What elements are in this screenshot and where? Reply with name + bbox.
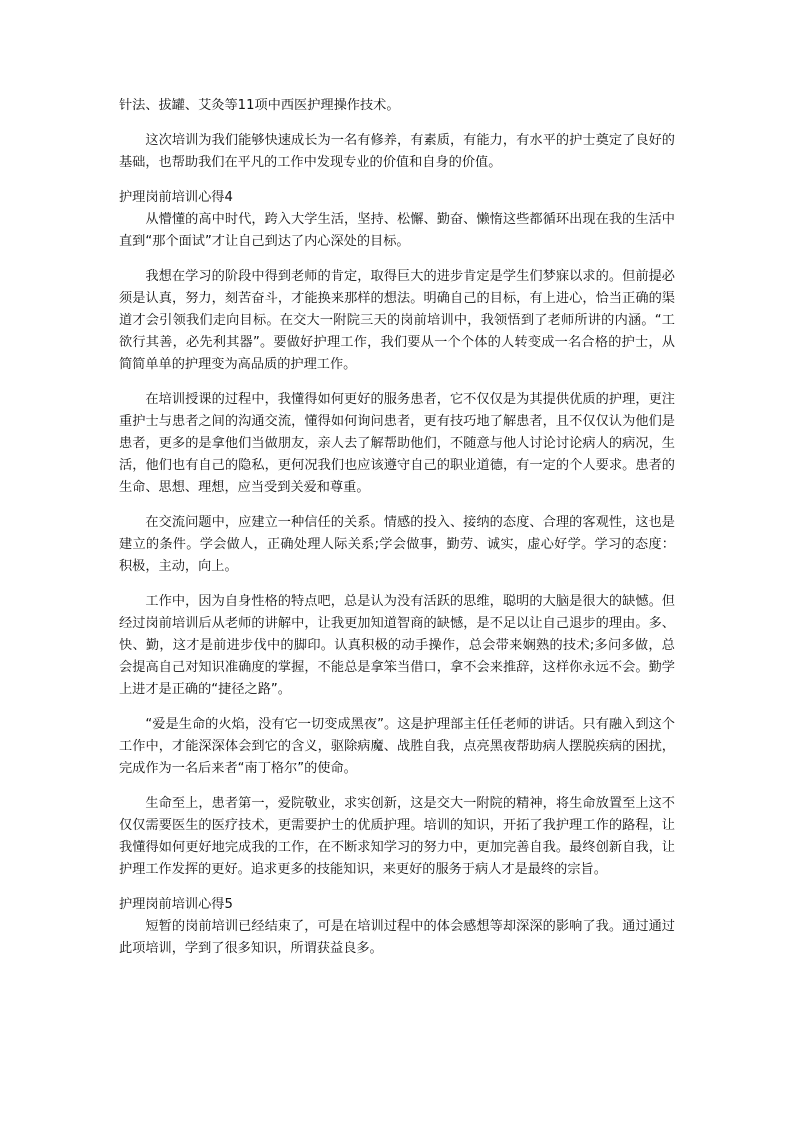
section-heading-4: 护理岗前培训心得4 [119,190,233,205]
paragraph-high-school: 从懵懂的高中时代，跨入大学生活，坚持、松懈、勤奋、懒惰这些都循环出现在我的生活中直到“那个面试”才让自己到达了内心深处的目标。 [119,212,675,249]
paragraph-life-first: 生命至上，患者第一，爱院敬业，求实创新，这是交大一附院的精神，将生命放置至上这不仅仅需要医生的医疗技术，更需要护士的优质护理。培训的知识，开拓了我护理工作的路程，让我懂得如何更好地完成我的工作，在不断求知学习的努力中，更加完善自我。最终创新自我，让护理工作发挥的更好。追求更多的技能知识，来更好的服务于病人才是最终的宗旨。 [119,796,675,877]
paragraph-serving-patients: 在培训授课的过程中，我懂得如何更好的服务患者，它不仅仅是为其提供优质的护理，更注重护士与患者之间的沟通交流，懂得如何询问患者，更有技巧地了解患者，且不仅仅认为他们是患者，更多的是拿他们当做朋友，亲人去了解帮助他们，不随意与他人讨论讨论病人的病况，生活，他们也有自己的隐私，更何况我们也应该遵守自己的职业道德，有一定的个人要求。患者的生命、思想、理想，应当受到关爱和尊重。 [119,392,675,495]
paragraph-training-foundation: 这次培训为我们能够快速成长为一名有修养，有素质，有能力，有水平的护士奠定了良好的基础，也帮助我们在平凡的工作中发现专业的价值和自身的价值。 [119,133,675,170]
section-heading-5: 护理岗前培训心得5 [119,897,233,912]
paragraph-teacher-recognition: 我想在学习的阶段中得到老师的肯定，取得巨大的进步肯定是学生们梦寐以求的。但前提必须是认真，努力，刻苦奋斗，才能换来那样的想法。明确自己的目标，有上进心，恰当正确的渠道才会引领我们走向目标。在交大一附院三天的岗前培训中，我领悟到了老师所讲的内涵。“工欲行其善，必先利其器”。要做好护理工作，我们要从一个个体的人转变成一名合格的护士，从简简单单的护理变为高品质的护理工作。 [119,269,675,372]
paragraph-communication: 在交流问题中，应建立一种信任的关系。情感的投入、接纳的态度、合理的客观性，这也是建立的条件。学会做人，正确处理人际关系;学会做事，勤劳、诚实，虚心好学。学习的态度：积极，主动，向上。 [119,515,675,574]
document-page [119,95,675,960]
paragraph-intro-continuation: 针法、拔罐、艾灸等11项中西医护理操作技术。 [119,98,400,113]
paragraph-training-ended: 短暂的岗前培训已经结束了，可是在培训过程中的体会感想等却深深的影响了我。通过通过此项培训，学到了很多知识，所谓获益良多。 [119,919,675,956]
paragraph-love-flame: “爱是生命的火焰，没有它一切变成黑夜”。这是护理部主任任老师的讲话。只有融入到这个工作中，才能深深体会到它的含义，驱除病魔、战胜自我，点亮黑夜帮助病人摆脱疾病的困扰，完成作为一名后来者“南丁格尔”的使命。 [119,717,675,776]
paragraph-work-character: 工作中，因为自身性格的特点吧，总是认为没有活跃的思维，聪明的大脑是很大的缺憾。但经过岗前培训后从老师的讲解中，让我更加知道智商的缺憾，是不足以让自己退步的理由。多、快、勤，这才是前进步伐中的脚印。认真积极的动手操作，总会带来娴熟的技术;多问多做，总会提高自己对知识准确度的掌握，不能总是拿笨当借口，拿不会来推辞，这样你永远不会。勤学上进才是正确的“捷径之路”。 [119,594,675,697]
